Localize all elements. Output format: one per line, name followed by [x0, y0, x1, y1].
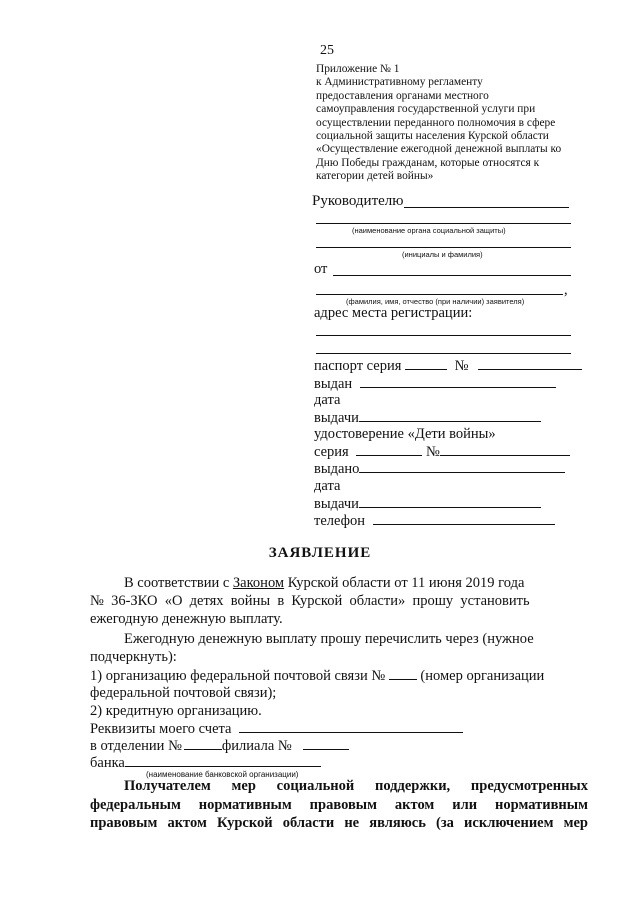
passport-number-sign: №: [454, 358, 469, 374]
page-number: 25: [320, 43, 334, 58]
passport-number-field: [478, 357, 582, 370]
cert-series-row: [314, 443, 570, 461]
fio-field-line: [316, 294, 563, 295]
body-text: Курской области от 11 июня 2019 года: [287, 575, 525, 591]
address-label: адрес места регистрации:: [314, 305, 473, 321]
option-1-text: 1) организацию федеральной почтовой связи №: [90, 668, 386, 684]
body-text: В соответствии с: [124, 575, 230, 591]
bold-text: правовым актом Курской области не являюсь (за исключением мер: [90, 815, 588, 831]
document-title: ЗАЯВЛЕНИЕ: [268, 545, 372, 561]
appendix-line: Дню Победы гражданам, которые относятся к: [316, 156, 540, 169]
appendix-line: к Административному регламенту: [316, 76, 483, 89]
option-2: 2) кредитную организацию.: [90, 703, 262, 719]
caption-bank: (наименование банковской организации): [146, 770, 299, 779]
cert-issue-label: выдачи: [314, 496, 359, 512]
cert-series-label: серия: [314, 444, 349, 460]
branch-label: в отделении №: [90, 738, 182, 754]
body-p1-line1: [124, 575, 524, 592]
option-1-line2: федеральной почтовой связи);: [90, 685, 277, 701]
from-label: от: [314, 261, 328, 277]
issued-label: выдан: [314, 376, 353, 392]
bold-text: Получателем мер социальной поддержки, предусмотренных: [124, 778, 588, 794]
certificate-label: удостоверение «Дети войны»: [314, 426, 496, 442]
phone-label: телефон: [314, 513, 366, 529]
bank-label: банка: [90, 755, 125, 771]
cert-issued-label: выдано: [314, 461, 360, 477]
cert-number-field: [440, 443, 570, 456]
caption-initials: (инициалы и фамилия): [402, 250, 483, 259]
bank-field: [125, 754, 321, 767]
initials-field-line: [316, 247, 571, 248]
cert-issue-date-field: [359, 495, 541, 508]
date-label: дата: [314, 392, 341, 408]
option-1-row: [90, 667, 544, 685]
issued-row: [314, 375, 556, 393]
law-link[interactable]: Законом: [232, 575, 285, 591]
address-line-1: [316, 335, 571, 336]
post-office-number-field: [389, 667, 417, 680]
body-p1-line2: № 36-ЗКО «О детях войны в Курской области» прошу установить: [90, 593, 530, 609]
bold-line-1: [90, 778, 588, 795]
appendix-line: социальной защиты населения Курской области: [316, 130, 549, 143]
body-p2-line2: подчеркнуть):: [90, 649, 177, 665]
address-line-2: [316, 353, 571, 354]
appendix-line: категории детей войны»: [316, 170, 434, 183]
phone-field: [373, 512, 555, 525]
passport-series-label: паспорт серия: [314, 358, 402, 374]
branch-field: [184, 737, 222, 750]
account-field: [239, 720, 463, 733]
appendix-block: [316, 63, 578, 184]
passport-series-field: [405, 357, 447, 370]
body-p2-line1: Ежегодную денежную выплату прошу перечислить через (нужное: [124, 631, 534, 647]
body-p1-line3: ежегодную денежную выплату.: [90, 611, 283, 627]
from-field-line: [333, 275, 571, 276]
cert-number-sign: №: [425, 444, 440, 460]
bold-line-2: [90, 797, 588, 814]
head-field-line: [404, 207, 569, 208]
caption-fio: (фамилия, имя, отчество (при наличии) заявителя): [346, 297, 525, 306]
appendix-line: самоуправления государственной услуги при: [316, 103, 536, 116]
head-label: Руководителю: [312, 193, 404, 209]
appendix-line: «Осуществление ежегодной денежной выплаты ко: [316, 143, 562, 156]
cert-issued-row: [314, 460, 565, 478]
bold-line-3: [90, 815, 588, 832]
caption-organ: (наименование органа социальной защиты): [352, 226, 506, 235]
cert-date-label: дата: [314, 478, 341, 494]
appendix-line: предоставления органами местного: [316, 89, 489, 102]
cert-series-field: [356, 443, 422, 456]
issue-date-field: [359, 409, 541, 422]
cert-issued-field: [359, 460, 565, 473]
fio-comma: ,: [564, 282, 568, 298]
organ-field-line: [316, 223, 571, 224]
phone-row: [314, 512, 555, 530]
account-label: Реквизиты моего счета: [90, 721, 232, 737]
account-row: [90, 720, 463, 738]
passport-row: [314, 357, 582, 375]
branch-row: [90, 737, 349, 755]
filial-field: [303, 737, 349, 750]
bold-text: федеральным нормативным правовым актом или нормативным: [90, 797, 588, 813]
appendix-line: осуществлении переданного полномочия в сфере: [316, 116, 556, 129]
option-1-hint: (номер организации: [420, 668, 545, 684]
cert-issue-date-row: [314, 495, 541, 513]
issued-field: [360, 375, 556, 388]
issue-date-row: [314, 409, 541, 427]
appendix-line: Приложение № 1: [316, 63, 400, 75]
filial-label: филиала №: [221, 738, 292, 754]
issue-label: выдачи: [314, 410, 359, 426]
